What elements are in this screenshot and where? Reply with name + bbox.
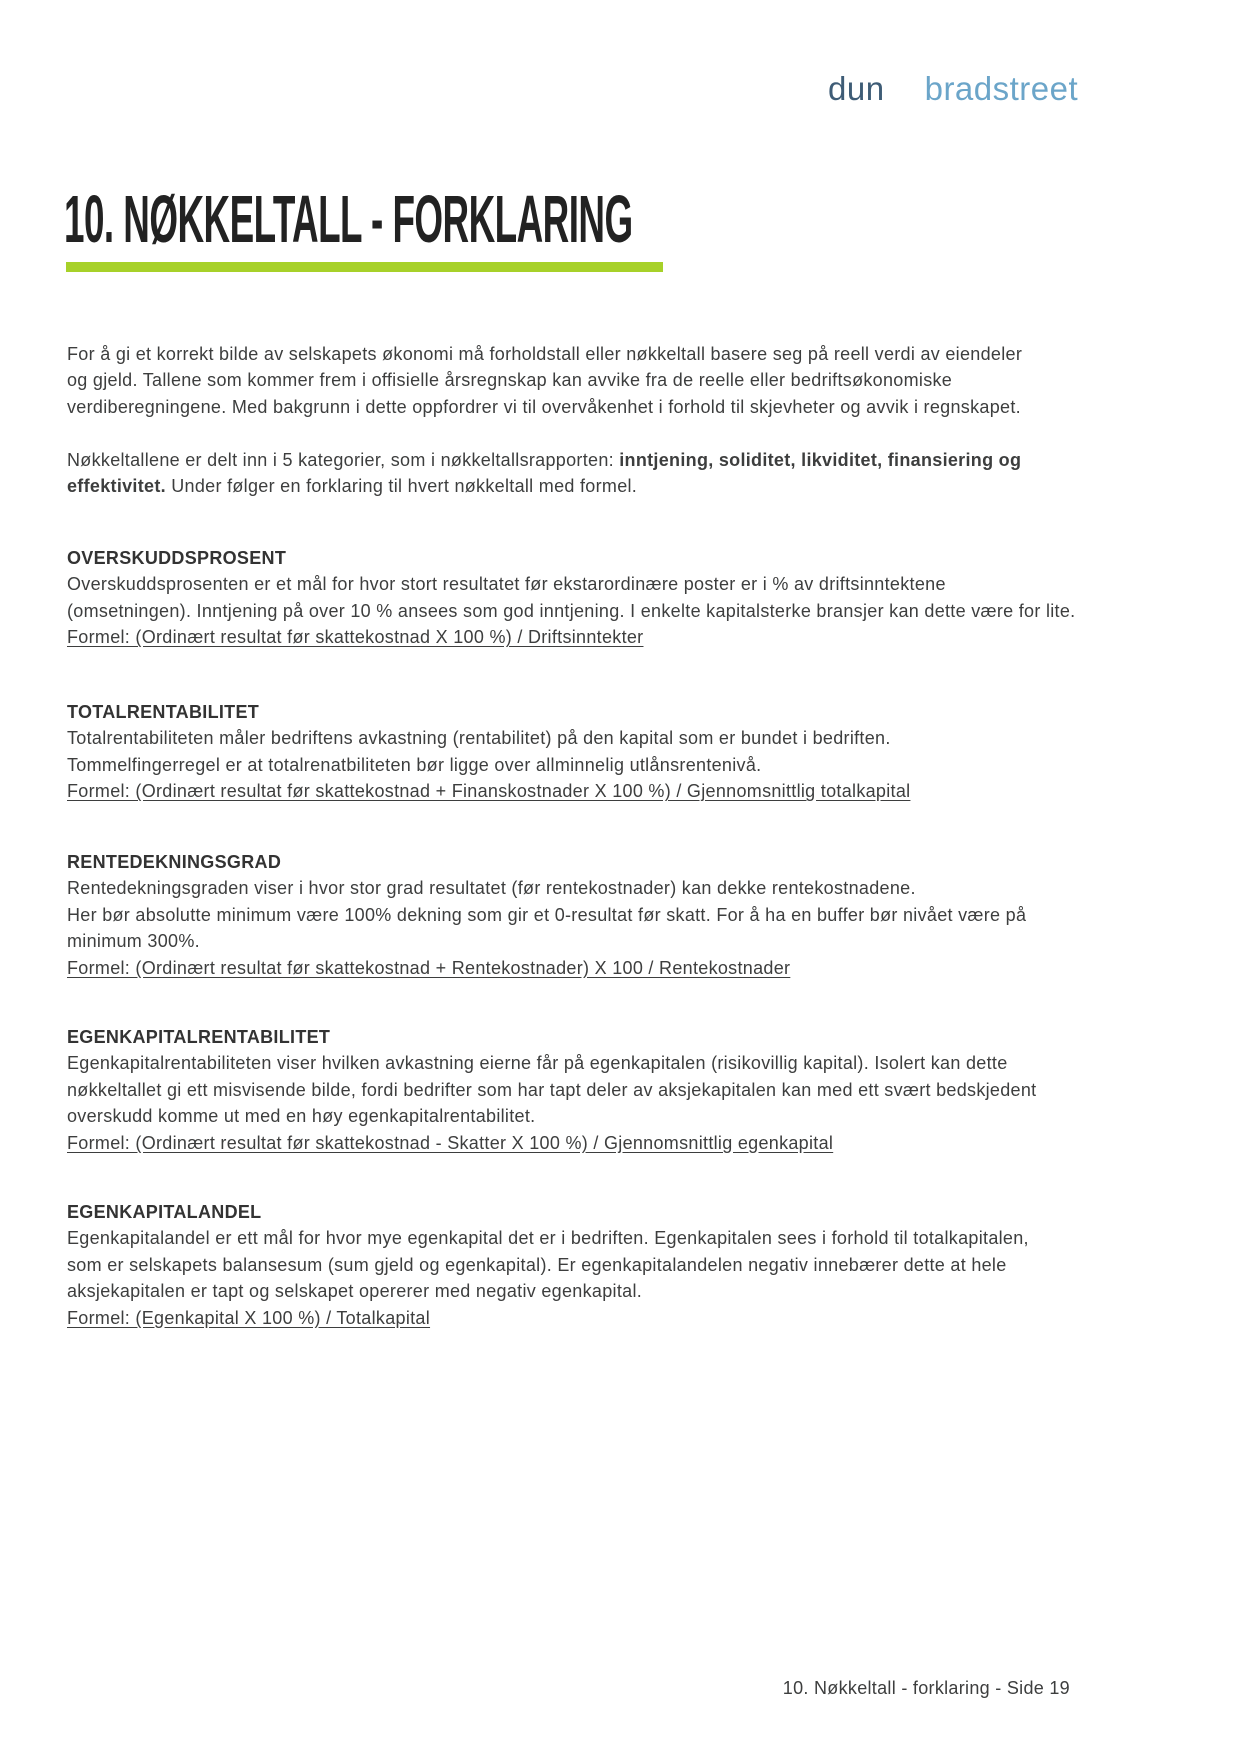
section-line: aksjekapitalen er tapt og selskapet opererer med negativ egenkapital. — [67, 1281, 643, 1302]
page-title — [64, 182, 1098, 257]
paragraph-text: Under følger en forklaring til hvert nøkkeltall med formel. — [165, 476, 638, 497]
logo-word-dun: dun — [828, 70, 885, 107]
section-line: Her bør absolutte minimum være 100% dekning som gir et 0-resultat før skatt. For å ha en buffer bør nivået være på — [67, 904, 1027, 925]
section-egenkapitalrentabilitet — [67, 1024, 1097, 1156]
section-line: overskudd komme ut med en høy egenkapitalrentabilitet. — [67, 1106, 536, 1127]
category-list-bold: effektivitet. — [67, 476, 166, 497]
section-heading: RENTEDEKNINGSGRAD — [67, 852, 282, 872]
category-list-bold: inntjening, soliditet, likviditet, finansiering og — [619, 450, 1022, 470]
section-line: som er selskapets balansesum (sum gjeld og egenkapital). Er egenkapitalandelen negativ innebærer dette at hele — [67, 1254, 1007, 1275]
paragraph-line — [67, 473, 1097, 499]
section-line: Totalrentabiliteten måler bedriftens avkastning (rentabilitet) på den kapital som er bundet i bedriften. — [67, 728, 891, 749]
section-totalrentabilitet — [67, 699, 1097, 805]
paragraph-line: For å gi et korrekt bilde av selskapets økonomi må forholdstall eller nøkkeltall basere seg på reell verdi av eiendeler — [67, 344, 1023, 364]
formula-line: Formel: (Ordinært resultat før skattekostnad + Finanskostnader X 100 %) / Gjennomsnittlig totalkapital — [67, 781, 911, 802]
section-overskuddsprosent — [67, 545, 1097, 651]
title-accent-rule — [66, 262, 663, 272]
section-heading: EGENKAPITALANDEL — [67, 1202, 262, 1222]
page-title-text: 10. NØKKELTALL - FORKLARING — [64, 182, 633, 257]
section-heading: OVERSKUDDSPROSENT — [67, 548, 287, 568]
section-egenkapitalandel — [67, 1199, 1097, 1331]
section-heading: TOTALRENTABILITET — [67, 702, 260, 722]
section-line: Rentedekningsgraden viser i hvor stor grad resultatet (før rentekostnader) kan dekke rentekostnadene. — [67, 878, 916, 899]
section-line: Tommelfingerregel er at totalrenatbiliteten bør ligge over allminnelig utlånsrentenivå. — [67, 754, 762, 775]
section-line: (omsetningen). Inntjening på over 10 % ansees som god inntjening. I enkelte kapitalsterke bransjer kan dette være for lite. — [67, 600, 1076, 621]
page-footer: 10. Nøkkeltall - forklaring - Side 19 — [782, 1678, 1070, 1698]
section-line: Egenkapitalandel er ett mål for hvor mye egenkapital det er i bedriften. Egenkapitalen sees i forhold til totalkapitalen, — [67, 1228, 1029, 1249]
section-line: nøkkeltallet gi ett misvisende bilde, fordi bedrifter som har tapt deler av aksjekapitalen kan med ett svært bedskjedent — [67, 1079, 1037, 1100]
formula-line: Formel: (Ordinært resultat før skattekostnad - Skatter X 100 %) / Gjennomsnittlig egenkapital — [67, 1132, 834, 1153]
section-heading: EGENKAPITALRENTABILITET — [67, 1027, 331, 1047]
paragraph-line: verdiberegningene. Med bakgrunn i dette oppfordrer vi til overvåkenhet i forhold til skjevheter og avvik i regnskapet. — [67, 396, 1021, 417]
dun-bradstreet-logo: dun & bradstreet — [828, 57, 1079, 117]
intro-paragraph-2 — [67, 447, 1097, 500]
logo-word-bradstreet: bradstreet — [924, 70, 1079, 107]
formula-line: Formel: (Egenkapital X 100 %) / Totalkapital — [67, 1307, 431, 1328]
section-rentedekningsgrad — [67, 849, 1097, 981]
intro-paragraph-1 — [67, 341, 1097, 420]
section-line: Egenkapitalrentabiliteten viser hvilken avkastning eierne får på egenkapitalen (risikovillig kapital). Isolert kan dette — [67, 1053, 1008, 1074]
formula-line: Formel: (Ordinært resultat før skattekostnad X 100 %) / Driftsinntekter — [67, 627, 644, 648]
paragraph-text: Nøkkeltallene er delt inn i 5 kategorier, som i nøkkeltallsrapporten: — [67, 450, 620, 470]
section-line: minimum 300%. — [67, 931, 200, 952]
formula-line: Formel: (Ordinært resultat før skattekostnad + Rentekostnader) X 100 / Rentekostnader — [67, 957, 791, 978]
section-line: Overskuddsprosenten er et mål for hvor stort resultatet før ekstarordinære poster er i % av driftsinntektene — [67, 574, 946, 595]
paragraph-line — [67, 447, 1097, 473]
paragraph-line: og gjeld. Tallene som kommer frem i offisielle årsregnskap kan avvike fra de reelle eller bedriftsøkonomiske — [67, 370, 953, 391]
